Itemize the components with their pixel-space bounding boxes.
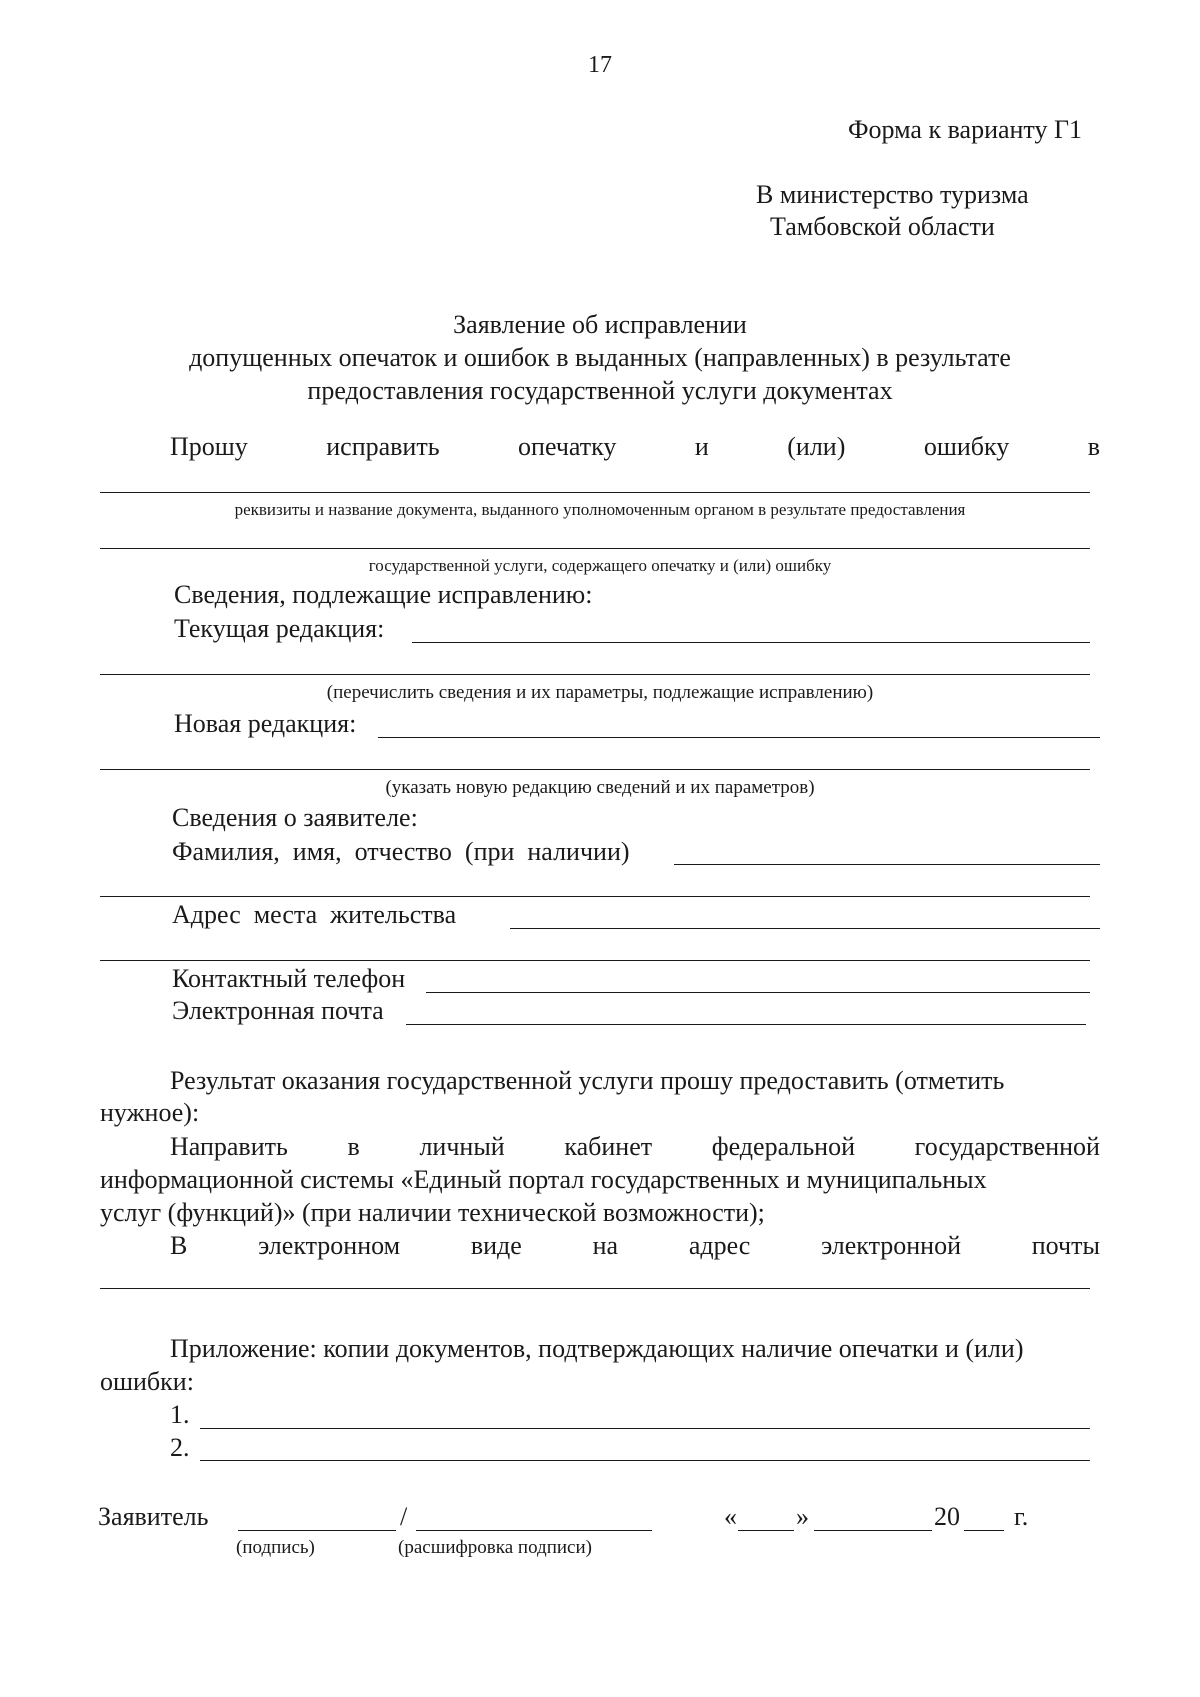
date-year-suffix: г. <box>1014 1502 1029 1531</box>
attachment-item-1-field[interactable] <box>200 1428 1090 1429</box>
current-edition-field[interactable] <box>412 642 1090 643</box>
request-word: в <box>1087 432 1100 461</box>
signature-decode-field[interactable] <box>416 1530 652 1531</box>
applicant-fio-field[interactable] <box>674 864 1100 865</box>
new-edition-label: Новая редакция: <box>174 709 357 738</box>
option-1-word: федеральной <box>711 1132 856 1161</box>
request-line <box>170 432 1100 462</box>
title-line-2: допущенных опечаток и ошибок в выданных (направленных) в результате <box>189 343 1011 372</box>
current-edition-hint: (перечислить сведения и их параметры, подлежащие исправлению) <box>326 682 874 703</box>
applicant-phone-field[interactable] <box>426 992 1090 993</box>
option-2-word: электронном <box>258 1231 401 1260</box>
new-edition-field-continued[interactable] <box>100 769 1090 770</box>
title-line-1: Заявление об исправлении <box>453 310 747 339</box>
title-line-3: предоставления государственной услуги документах <box>307 376 893 405</box>
request-word: исправить <box>326 432 440 461</box>
document-details-hint-2: государственной услуги, содержащего опечатку и (или) ошибку <box>368 556 832 575</box>
attachment-line-1: Приложение: копии документов, подтверждающих наличие опечатки и (или) <box>170 1334 1024 1363</box>
applicant-signature-label: Заявитель <box>98 1502 209 1531</box>
new-edition-hint: (указать новую редакцию сведений и их параметров) <box>385 777 815 798</box>
addressee-line-2: Тамбовской области <box>770 212 995 241</box>
corrections-heading: Сведения, подлежащие исправлению: <box>174 580 593 609</box>
option-1-word: личный <box>419 1132 505 1161</box>
signature-slash: / <box>400 1502 408 1531</box>
date-month-field[interactable] <box>814 1530 932 1531</box>
attachment-item-1-number: 1. <box>170 1400 190 1429</box>
date-quote-close: » <box>796 1502 809 1531</box>
addressee-line-1: В министерство туризма <box>756 180 1029 209</box>
applicant-fio-label: Фамилия, имя, отчество (при наличии) <box>172 837 630 866</box>
request-word: (или) <box>787 432 846 461</box>
option-2-word: адрес <box>688 1231 751 1260</box>
result-line-1: Результат оказания государственной услуги прошу предоставить (отметить <box>170 1066 1005 1095</box>
result-option-1-line-2: информационной системы «Единый портал государственных и муниципальных <box>100 1165 987 1194</box>
request-word: опечатку <box>518 432 617 461</box>
attachment-item-2-number: 2. <box>170 1433 190 1462</box>
applicant-address-label: Адрес места жительства <box>172 900 457 929</box>
document-details-line-1[interactable] <box>100 492 1090 493</box>
applicant-phone-label: Контактный телефон <box>172 964 406 993</box>
option-2-word: электронной <box>821 1231 961 1260</box>
document-details-hint-1: реквизиты и название документа, выданного уполномоченным органом в результате предоставления <box>234 500 966 519</box>
applicant-heading: Сведения о заявителе: <box>172 803 418 832</box>
option-2-word: почты <box>1031 1231 1100 1260</box>
document-details-line-2[interactable] <box>100 548 1090 549</box>
date-day-field[interactable] <box>738 1530 794 1531</box>
signature-hint: (подпись) <box>236 1537 315 1558</box>
date-year-prefix: 20 <box>934 1502 960 1531</box>
applicant-email-field[interactable] <box>406 1024 1086 1025</box>
current-edition-field-continued[interactable] <box>100 674 1090 675</box>
page-number: 17 <box>588 52 612 78</box>
form-variant-label: Форма к варианту Г1 <box>848 115 1082 144</box>
option-1-word: кабинет <box>564 1132 653 1161</box>
result-option-1-line-1 <box>170 1132 1100 1162</box>
new-edition-field[interactable] <box>378 737 1100 738</box>
signature-decode-hint: (расшифровка подписи) <box>398 1537 592 1558</box>
attachment-line-2: ошибки: <box>100 1367 194 1396</box>
option-2-word: В <box>170 1231 188 1260</box>
date-year-field[interactable] <box>964 1530 1004 1531</box>
current-edition-label: Текущая редакция: <box>174 614 385 643</box>
result-option-1-line-3: услуг (функций)» (при наличии технической возможности); <box>100 1198 765 1227</box>
result-option-2-line <box>170 1231 1100 1261</box>
applicant-address-field-continued[interactable] <box>100 960 1090 961</box>
option-1-word: государственной <box>914 1132 1100 1161</box>
signature-field[interactable] <box>238 1530 396 1531</box>
result-line-2: нужное): <box>100 1098 200 1127</box>
option-2-word: на <box>592 1231 619 1260</box>
applicant-email-label: Электронная почта <box>172 996 384 1025</box>
option-1-word: Направить <box>170 1132 288 1161</box>
applicant-address-field[interactable] <box>510 928 1100 929</box>
option-2-word: виде <box>470 1231 522 1260</box>
applicant-fio-field-continued[interactable] <box>100 896 1090 897</box>
date-quote-open: « <box>724 1502 737 1531</box>
option-1-word: в <box>347 1132 360 1161</box>
result-email-field[interactable] <box>100 1288 1090 1289</box>
request-word: ошибку <box>923 432 1010 461</box>
request-word: и <box>694 432 709 461</box>
request-word: Прошу <box>170 432 248 461</box>
attachment-item-2-field[interactable] <box>200 1460 1090 1461</box>
